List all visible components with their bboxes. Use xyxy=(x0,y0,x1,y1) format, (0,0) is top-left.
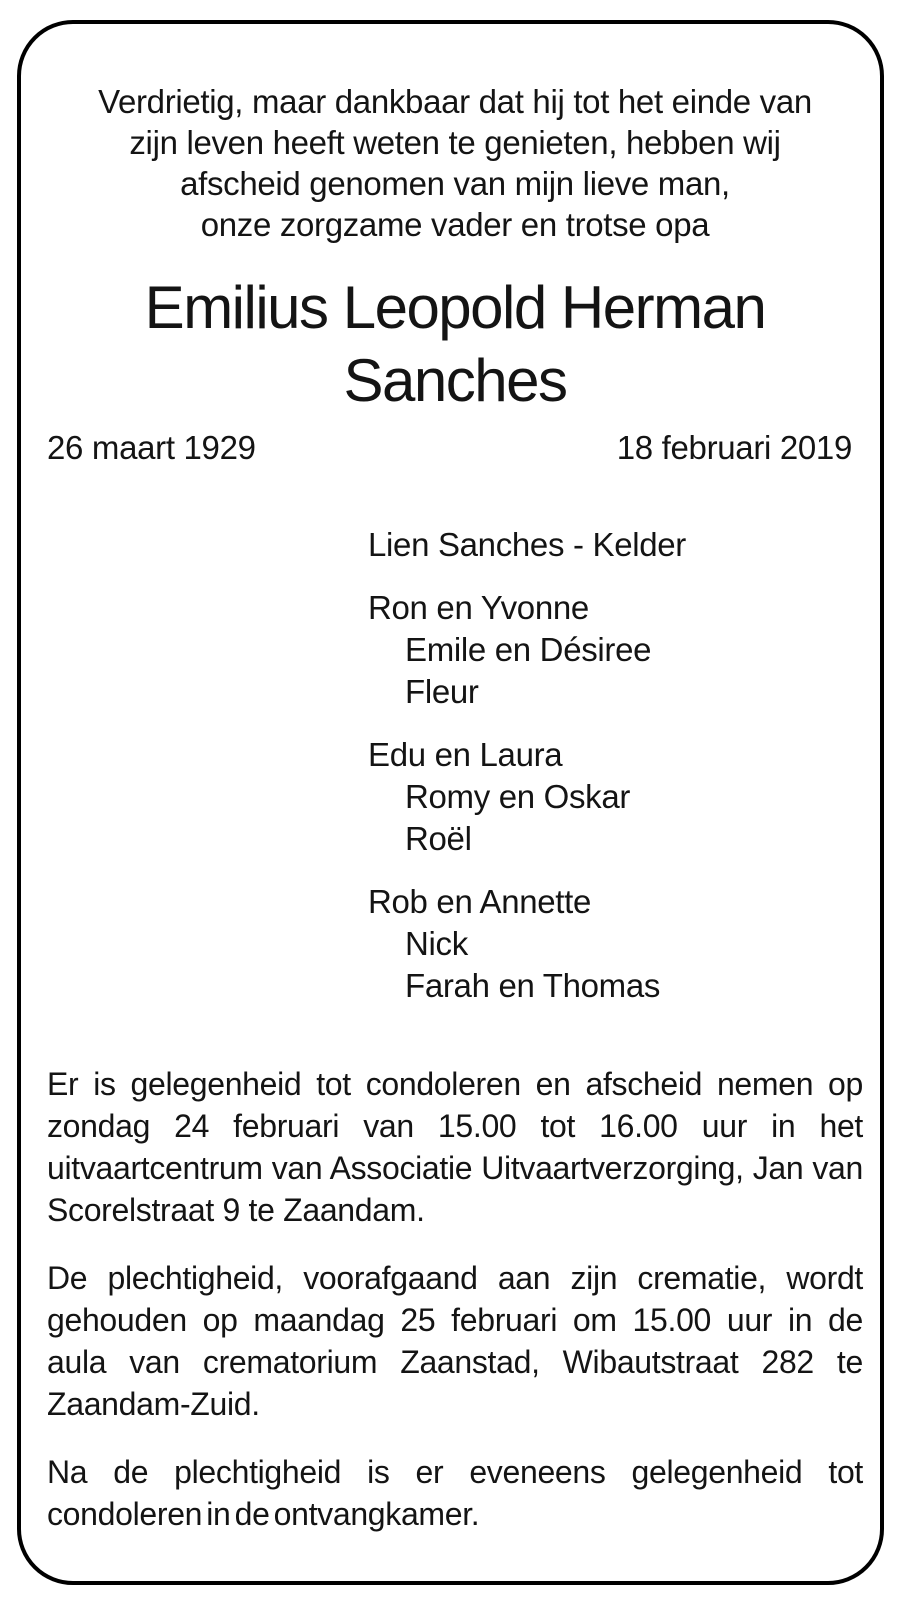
opening-line: Verdrietig, maar dankbaar dat hij tot het einde van xyxy=(98,83,812,120)
family-group xyxy=(368,587,863,713)
announcement-card xyxy=(17,20,884,1585)
reception-paragraph: Na de plechtigheid is er eveneens gelegenheid tot condoleren in de ontvangkamer. xyxy=(47,1454,863,1532)
life-dates xyxy=(47,427,863,468)
opening-text xyxy=(47,81,863,245)
family-member: Nick xyxy=(405,925,468,962)
deceased-name-line: Emilius Leopold Herman xyxy=(144,274,766,341)
family-group xyxy=(368,881,863,1007)
family-group xyxy=(368,734,863,860)
death-date: 18 februari 2019 xyxy=(616,429,852,466)
condolence-paragraph: Er is gelegenheid tot condoleren en afscheid nemen op zondag 24 februari van 15.00 tot 16.00 uur in het uitvaartcentrum van Associatie Uitvaartverzorging, Jan van Scorelstraat 9 te Zaandam. xyxy=(47,1066,863,1228)
family-member: Ron en Yvonne xyxy=(368,589,589,626)
family-member: Roël xyxy=(405,820,472,857)
ceremony-paragraph: De plechtigheid, voorafgaand aan zijn crematie, wordt gehouden op maandag 25 februari om 15.00 uur in de aula van crematorium Zaanstad, Wibautstraat 282 te Zaandam-Zuid. xyxy=(47,1260,863,1422)
family-member: Lien Sanches - Kelder xyxy=(368,526,686,563)
deceased-name-line: Sanches xyxy=(343,347,567,414)
family-member: Fleur xyxy=(405,673,479,710)
family-member: Farah en Thomas xyxy=(405,967,661,1004)
opening-line: onze zorgzame vader en trotse opa xyxy=(200,206,710,243)
opening-line: afscheid genomen van mijn lieve man, xyxy=(180,165,730,202)
ceremony-details xyxy=(47,1063,863,1535)
family-member: Rob en Annette xyxy=(368,883,592,920)
family-group xyxy=(368,524,863,566)
family-member: Emile en Désiree xyxy=(405,631,652,668)
family-member: Edu en Laura xyxy=(368,736,563,773)
opening-line: zijn leven heeft weten te genieten, hebben wij xyxy=(129,124,781,161)
family-list xyxy=(368,524,863,1007)
birth-date: 26 maart 1929 xyxy=(47,429,256,466)
deceased-name xyxy=(47,271,863,417)
family-member: Romy en Oskar xyxy=(405,778,631,815)
